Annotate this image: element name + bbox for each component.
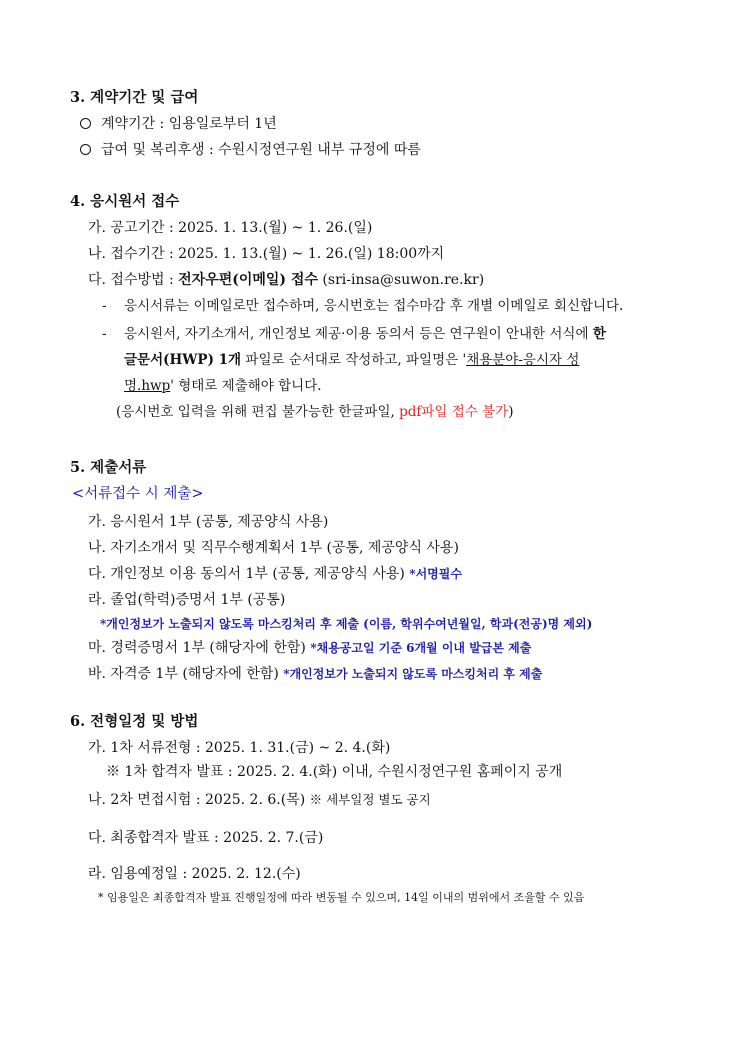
- s5-doc-graduation: 라. 졸업(학력)증명서 1부 (공통): [88, 592, 286, 608]
- s5-doc-career: 마. 경력증명서 1부 (해당자에 한함) *채용공고일 기준 6개월 이내 발급본 제출: [88, 640, 532, 656]
- circle-bullet-icon: [80, 144, 91, 155]
- s4-bullet-forms-line2: 글문서(HWP) 1개 파일로 순서대로 작성하고, 파일명은 '채용분야-응시자 성: [124, 352, 580, 368]
- s6-footnote: * 임용일은 최종합격자 발표 진행일정에 따라 변동될 수 있으며, 14일 이내의 범위에서 조율할 수 있음: [98, 891, 585, 904]
- s6-final-announcement: 다. 최종합격자 발표 : 2025. 2. 7.(금): [88, 830, 324, 846]
- s5-doc-certificate: 바. 자격증 1부 (해당자에 한함) *개인정보가 노출되지 않도록 마스킹처리 후 제출: [88, 666, 543, 682]
- s5-subheading: <서류접수 시 제출>: [72, 486, 204, 502]
- s5-doc-self-intro: 나. 자기소개서 및 직무수행계획서 1부 (공통, 제공양식 사용): [88, 540, 459, 556]
- circle-bullet-icon: [80, 118, 91, 129]
- section-6-heading: 6. 전형일정 및 방법: [70, 713, 199, 730]
- s6-document-screening: 가. 1차 서류전형 : 2025. 1. 31.(금) ~ 2. 4.(화): [88, 740, 391, 756]
- s4-application-method: 다. 접수방법 : 전자우편(이메일) 접수 (sri-insa@suwon.re.kr): [88, 272, 485, 288]
- s3-item-contract-period: 계약기간 : 임용일로부터 1년: [80, 114, 277, 134]
- section-4-heading: 4. 응시원서 접수: [70, 193, 180, 210]
- s4-bullet-email-only: - 응시서류는 이메일로만 접수하며, 응시번호는 접수마감 후 개별 이메일로 회신합니다.: [102, 298, 624, 314]
- section-5-heading: 5. 제출서류: [70, 459, 147, 476]
- s5-graduation-note: *개인정보가 노출되지 않도록 마스킹처리 후 제출 (이름, 학위수여년월일, 학과(전공)명 제외): [100, 617, 593, 631]
- certificate-note: *개인정보가 노출되지 않도록 마스킹처리 후 제출: [283, 667, 543, 681]
- s4-bullet-forms: - 응시원서, 자기소개서, 개인정보 제공·이용 동의서 등은 연구원이 안내한 서식에 한: [102, 326, 606, 342]
- s4-announcement-period: 가. 공고기간 : 2025. 1. 13.(월) ~ 1. 26.(일): [88, 220, 373, 236]
- s3-item-salary: 급여 및 복리후생 : 수원시정연구원 내부 규정에 따름: [80, 140, 421, 160]
- section-3-heading: 3. 계약기간 및 급여: [70, 89, 199, 106]
- s6-first-result-note: ※ 1차 합격자 발표 : 2025. 2. 4.(화) 이내, 수원시정연구원 홈페이지 공개: [106, 764, 563, 780]
- signature-required-note: *서명필수: [409, 567, 462, 581]
- s4-bullet-forms-line3: 명.hwp' 형태로 제출해야 합니다.: [124, 378, 322, 394]
- email-address: (sri-insa@suwon.re.kr): [317, 272, 485, 288]
- s6-interview: 나. 2차 면접시험 : 2025. 2. 6.(목) ※ 세부일정 별도 공지: [88, 792, 431, 808]
- s4-bullet-forms-line4: (응시번호 입력을 위해 편집 불가능한 한글파일, pdf파일 접수 불가): [116, 404, 514, 420]
- s5-doc-application: 가. 응시원서 1부 (공통, 제공양식 사용): [88, 514, 329, 530]
- s6-appointment-date: 라. 임용예정일 : 2025. 2. 12.(수): [88, 866, 301, 882]
- s5-doc-privacy-consent: 다. 개인정보 이용 동의서 1부 (공통, 제공양식 사용) *서명필수: [88, 566, 462, 582]
- career-note: *채용공고일 기준 6개월 이내 발급본 제출: [310, 641, 532, 655]
- s4-application-period: 나. 접수기간 : 2025. 1. 13.(월) ~ 1. 26.(일) 18:00까지: [88, 246, 445, 262]
